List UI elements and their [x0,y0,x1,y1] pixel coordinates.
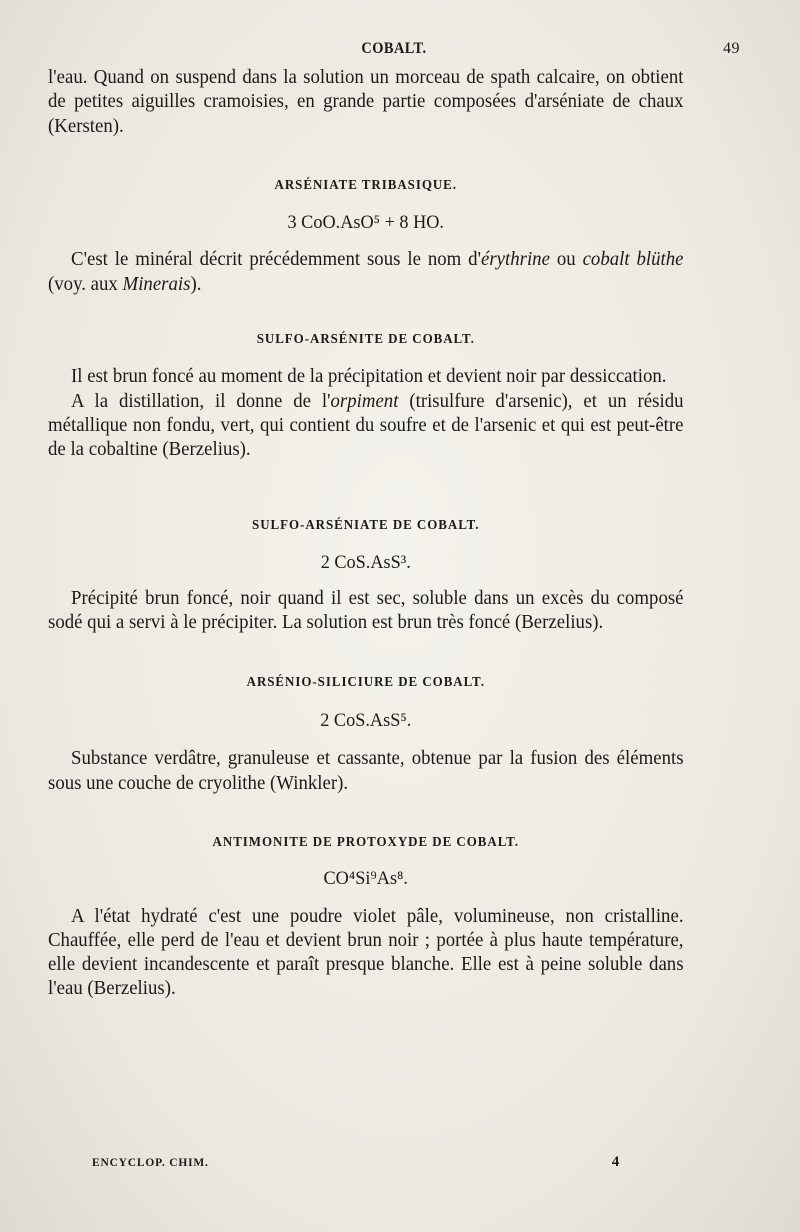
term-cobalt-bluthe: cobalt blüthe [582,249,684,271]
paragraph-sulfo-arsenite-1: Il est brun foncé au moment de la précipitation et devient noir par dessiccation. [71,366,667,388]
intro-paragraph: l'eau. Quand on suspend dans la solution un morceau de spath calcaire, on obtient de petites aiguilles cramoisies, en grande partie composées d'arséniate de chaux (Kersten). [48,67,684,137]
formula-antimonite: CO⁴Si⁹As⁸. [323,868,408,890]
paragraph-sulfo-arsenite-2: A la distillation, il donne de l'orpiment (trisulfure d'arsenic), et un résidu métallique non fondu, vert, qui contient du soufre et de l'arsenic et qui est peut-être de la cobaltine (Berzelius). [48,390,684,461]
page-number: 49 [723,40,740,57]
heading-arseniate-tribasique: ARSÉNIATE TRIBASIQUE. [274,176,457,192]
heading-antimonite: ANTIMONITE DE PROTOXYDE DE COBALT. [212,833,519,849]
formula-arseniate: 3 CoO.AsO⁵ + 8 HO. [287,212,444,234]
body-text [48,66,684,1002]
page-footer [92,1154,620,1175]
heading-arsenio-siliciure: ARSÉNIO-SILICIURE DE COBALT. [246,673,485,689]
term-orpiment: orpiment [330,390,399,412]
page-header [48,40,740,60]
paragraph-sulfo-arseniate: Précipité brun foncé, noir quand il est sec, soluble dans un excès du composé sodé qui a servi à le précipiter. La solution est brun très foncé (Berzelius). [48,588,684,634]
heading-sulfo-arsenite: SULFO-ARSÉNITE DE COBALT. [256,331,475,347]
heading-sulfo-arseniate: SULFO-ARSÉNIATE DE COBALT. [252,516,480,532]
running-title: COBALT. [361,40,427,57]
paragraph-arsenio-siliciure: Substance verdâtre, granuleuse et cassante, obtenue par la fusion des éléments sous une couche de cryolithe (Winkler). [48,748,684,794]
term-erythrine: érythrine [480,249,550,271]
printer-signature: ENCYCLOP. CHIM. [92,1157,209,1169]
term-minerais: Minerais [122,273,191,295]
formula-sulfo-arseniate: 2 CoS.AsS³. [320,551,411,573]
paragraph-antimonite: A l'état hydraté c'est une poudre violet pâle, volumineuse, non cristalline. Chauffée, elle perd de l'eau et devient brun noir ; portée à plus haute température, elle devient incandescente et paraît presque blanche. Elle est à peine soluble dans l'eau (Berzelius). [48,905,684,1000]
signature-mark: 4 [611,1154,620,1170]
formula-arsenio-siliciure: 2 CoS.AsS⁵. [320,710,412,732]
paragraph-arseniate: C'est le minéral décrit précédemment sous le nom d'érythrine ou cobalt blüthe (voy. aux Minerais). [48,249,684,295]
